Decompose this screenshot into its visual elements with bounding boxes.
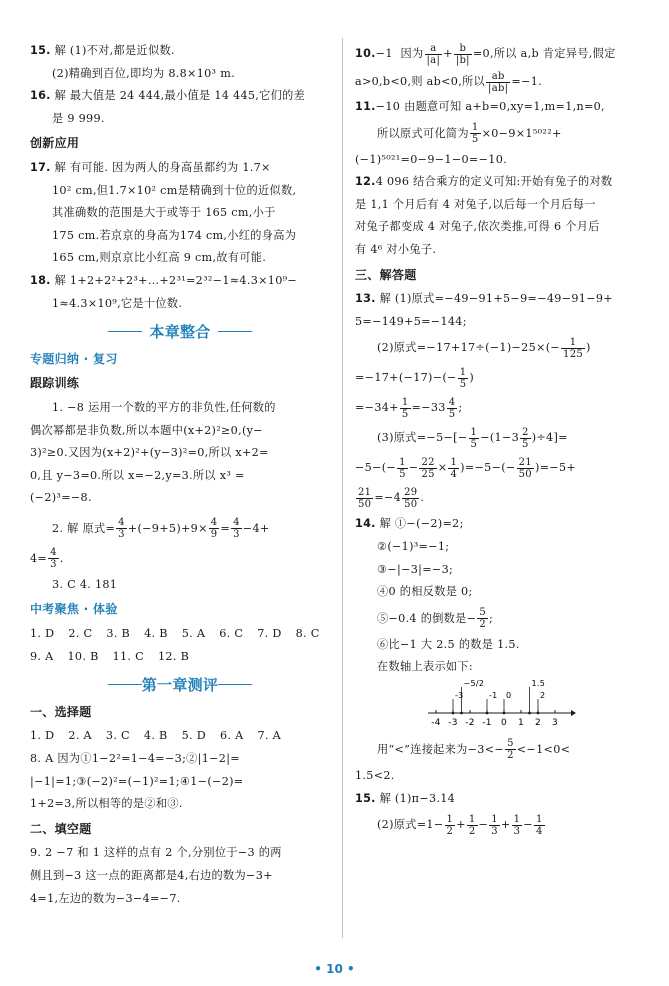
axis-tick-label: 2 (534, 717, 542, 728)
axis-tick-label: -4 (431, 717, 441, 728)
fraction: $\frac{22}{25}$ (421, 456, 435, 480)
section-title-topic: 专题归纳 · 复习 (30, 351, 118, 366)
fraction: $\frac{1}{5}$ (401, 396, 409, 420)
point-dot (460, 712, 463, 715)
section-title-innovation: 创新应用 (30, 136, 80, 151)
fraction: $\frac{4}{3}$ (233, 517, 240, 541)
section-title-exam: 中考聚焦 · 体验 (30, 602, 118, 617)
fraction: $\frac{1}{3}$ (513, 813, 521, 837)
fraction: $\frac{1}{4}$ (535, 813, 543, 837)
fraction: $\frac{29}{50}$ (404, 486, 418, 510)
question-14: 14. 解 ①−(−2)=2; ②(−1)³=−1; ③−|−3|=−3; ④0 的相反数是 0; ⑤−0.4 的倒数是− $\frac{5}{2}$ ; ⑥比−1 大 2.5 的数是 1.5. 在数轴上表示如下: -4 -3 -2 -1 0 1 2 3 −5/2 -3 -1 0 1.5 2 用“<”连接起来为−3<− $\frac{5}{2}$ <−1<0< 1.5<2. (355, 513, 647, 787)
tracking-item-2: 2. 解 原式= $\frac{4}{3}$ +(−9+5)+9× $\frac{4}{9}$ = $\frac{4}{3}$ −4+ 4= $\frac{4}{3}$ . (30, 517, 270, 571)
right-column (355, 40, 647, 840)
question-18: 18. 解 1+2+2²+2³+…+2³¹=2³²−1≈4.3×10⁹− 1≈4.3×10⁹,它是十位数. (30, 273, 298, 310)
section-title-answer: 三、解答题 (355, 267, 417, 282)
question-10: 10.−1 因为 $\frac{a}{|a|}$ + $\frac{b}{|b|}$ =0,所以 a,b 肯定异号,假定 a>0,b<0,则 ab<0,所以 $\frac{ab}{|ab|}$ =−1. (355, 42, 616, 94)
question-16: 16. 解 最大值是 24 444,最小值是 14 445,它们的差 是 9 999. (30, 89, 306, 125)
fill-item-9: 9. 2 −7 和 1 这样的点有 2 个,分别位于−3 的两 侧且到−3 这一点的距离都是4,右边的数为−3+ 4=1,左边的数为−3−4=−7. (30, 846, 282, 905)
question-15-right: 15. 解 (1)π−3.14 (2)原式=1− $\frac{1}{2}$ + $\frac{1}{2}$ − $\frac{1}{3}$ + $\frac{1}{3}$ − $\frac{1}{4}$ (355, 791, 543, 837)
point-dot (528, 712, 531, 715)
point-label: −5/2 (463, 678, 485, 688)
point-label: -3 (455, 690, 464, 700)
fraction: $\frac{4}{9}$ (210, 517, 218, 541)
fraction: $\frac{2}{5}$ (522, 426, 529, 450)
fraction: $\frac{1}{4}$ (450, 456, 458, 480)
axis-tick-label: 1 (517, 717, 525, 728)
axis-arrow-icon (571, 710, 576, 716)
tracking-item-1: 1. −8 运用一个数的平方的非负性,任何数的 偶次幂都是非负数,所以本题中(x+2)²≥0,(y− 3)²≥0.又因为(x+2)²+(y−3)²=0,所以 x+2= 0,且 y−3=0.所以 x=−2,y=3.所以 x³ = (−2)³=−8. (30, 400, 276, 505)
fraction: $\frac{1}{5}$ (471, 122, 479, 146)
axis-points (452, 679, 546, 714)
column-divider (342, 38, 343, 938)
choice-item-8: 8. A 因为①1−2²=1−4=−3;②|1−2|= |−1|=1;③(−2)²=(−1)²=1;④1−(−2)= 1+2=3,所以相等的是②和③. (30, 752, 244, 811)
point-dot (486, 712, 489, 715)
number-line-figure (426, 679, 576, 735)
axis-tick-label: -1 (482, 717, 492, 728)
fraction: $\frac{1}{3}$ (491, 813, 498, 837)
section-title-tracking: 跟踪训练 (30, 376, 80, 391)
axis-tick-label: 0 (500, 717, 508, 728)
exam-answers-row-1: 1. D 2. C 3. B 4. B 5. A 6. C 7. D 8. C (30, 627, 320, 641)
point-dot (503, 712, 506, 715)
fraction: $\frac{5}{2}$ (507, 738, 514, 762)
fraction: $\frac{1}{2}$ (468, 813, 476, 837)
fraction: $\frac{1}{5}$ (470, 426, 478, 450)
fraction: $\frac{4}{3}$ (118, 517, 125, 541)
fraction: $\frac{21}{50}$ (358, 486, 372, 510)
point-label: 0 (506, 690, 512, 700)
fraction: $\frac{4}{3}$ (50, 547, 57, 571)
section-title-choice: 一、选择题 (30, 704, 92, 719)
fraction: $\frac{1}{2}$ (446, 813, 454, 837)
fraction: $\frac{1}{125}$ (563, 336, 584, 360)
fraction: $\frac{ab}{|ab|}$ (488, 70, 509, 94)
tracking-items-3-4: 3. C 4. 181 (52, 577, 118, 591)
fraction: $\frac{b}{|b|}$ (455, 42, 470, 66)
point-label: 2 (540, 690, 546, 700)
point-dot (452, 712, 455, 715)
axis-tick-label: -2 (465, 717, 475, 728)
question-12: 12.4 096 结合乘方的定义可知:开始有兔子的对数 是 1,1 个月后有 4 对兔子,以后每一个月后每一 对兔子都变成 4 对兔子,依次类推,可得 6 个月后 有 4⁶ 对小兔子. (355, 175, 613, 256)
exam-answers-row-2: 9. A 10. B 11. C 12. B (30, 649, 190, 663)
fraction: $\frac{4}{5}$ (448, 396, 456, 420)
question-15: 15. 解 (1)不对,都是近似数. (2)精确到百位,即均为 8.8×10³ m. (30, 44, 235, 80)
chapter-summary-banner: 本章整合 (30, 321, 330, 344)
fraction: $\frac{a}{|a|}$ (426, 42, 441, 66)
point-dot (537, 712, 540, 715)
question-17: 17. 解 有可能. 因为两人的身高虽都约为 1.7× 10² cm,但1.7×10² cm是精确到十位的近似数, 其准确数的范围是大于或等于 165 cm,小于 175 cm.若京京的身高为174 cm,小红的身高为 165 cm,则京京比小红高 9 cm,故有可能. (30, 160, 297, 265)
question-13: 13. 解 (1)原式=−49−91+5−9=−49−91−9+ 5=−149+5=−144; (2)原式=−17+17÷(−1)−25×(− $\frac{1}{125}$ ) =−17+(−17)−(− $\frac{1}{5}$ ) =−34+ $\frac{1}{5}$ =−33 $\frac{4}{5}$ ; (3)原式=−5−[− $\frac{1}{5}$ −(1−3 $\frac{2}{5}$ )÷4]= −5−(− $\frac{1}{5}$ − $\frac{22}{25}$ × $\frac{1}{4}$ )=−5−(− $\frac{21}{50}$ )=−5+ $\frac{21}{50}$ =−4 $\frac{29}{50}$ . (355, 292, 613, 510)
left-column (30, 40, 330, 910)
section-title-fill: 二、填空题 (30, 821, 92, 836)
fraction: $\frac{21}{50}$ (518, 456, 532, 480)
question-11: 11.−10 由题意可知 a+b=0,xy=1,m=1,n=0, 所以原式可化简为 $\frac{1}{5}$ ×0−9×1⁵⁰²²+ (−1)⁵⁰²¹=0−9−1−0=−10. (355, 100, 605, 166)
point-label: -1 (489, 690, 498, 700)
axis-tick-label: 3 (551, 717, 559, 728)
fraction: $\frac{5}{2}$ (479, 607, 487, 631)
choice-answers-row: 1. D 2. A 3. C 4. B 5. D 6. A 7. A (30, 729, 282, 743)
point-label: 1.5 (531, 678, 546, 688)
axis-tick-label: -3 (448, 717, 458, 728)
chapter-test-banner: 第一章测评 (30, 674, 330, 697)
page-number: • 10 • (314, 962, 355, 976)
fraction: $\frac{1}{5}$ (459, 366, 467, 390)
fraction: $\frac{1}{5}$ (399, 456, 406, 480)
